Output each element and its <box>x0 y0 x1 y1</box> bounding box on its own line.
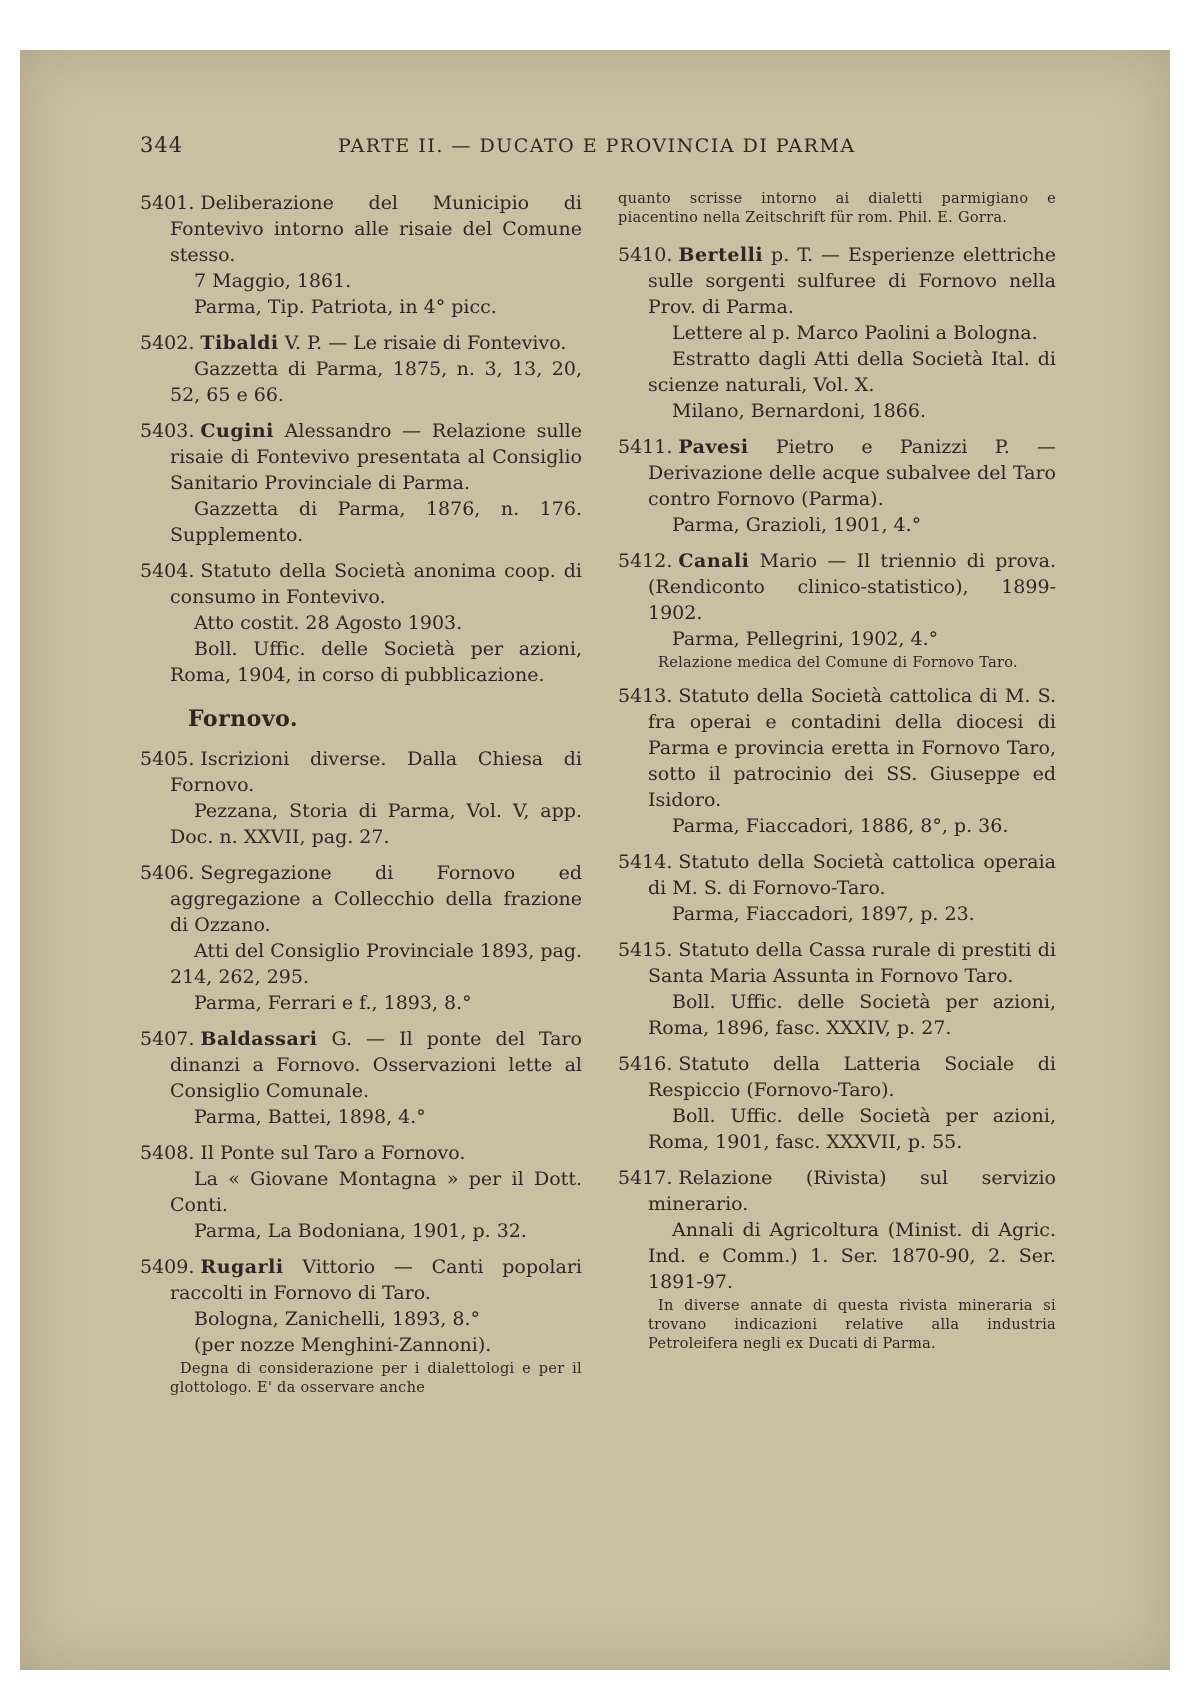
entry-details <box>618 512 1056 538</box>
entry-detail-line: Parma, Pellegrini, 1902, 4.° <box>672 628 939 650</box>
entry-title: p. T. — Esperienze elettriche sulle sorgenti sulfuree di Fornovo nella Prov. di Parma. <box>648 244 1056 318</box>
bibliography-entry <box>140 558 582 688</box>
entry-detail-line: Gazzetta di Parma, 1875, n. 3, 13, 20, 52, 65 e 66. <box>170 358 582 406</box>
entry-detail-line: Parma, Fiaccadori, 1897, p. 23. <box>672 903 975 925</box>
entry-detail-line: Atto costit. 28 Agosto 1903. <box>194 612 463 634</box>
entry-details <box>618 1217 1056 1295</box>
entry-heading <box>618 683 1056 813</box>
entry-note: Relazione medica del Comune di Fornovo Taro. <box>658 655 1018 671</box>
entry-number: 5411. <box>618 436 673 458</box>
running-title: PARTE II. — DUCATO E PROVINCIA DI PARMA <box>338 135 856 157</box>
entry-details <box>140 356 582 408</box>
entry-title: Mario — Il triennio di prova. (Rendiconto clinico-statistico), 1899-1902. <box>648 550 1056 624</box>
running-head <box>140 133 900 163</box>
page-number: 344 <box>140 133 184 157</box>
entry-number: 5409. <box>140 1256 195 1278</box>
left-entries-top <box>140 190 582 688</box>
entry-title: Alessandro — Relazione sulle risaie di Fontevivo presentata al Consiglio Sanitario Provinciale di Parma. <box>170 420 582 494</box>
entry-number: 5406. <box>140 862 195 884</box>
entry-detail-line: Parma, Tip. Patriota, in 4° picc. <box>194 296 497 318</box>
bibliography-entry <box>140 190 582 320</box>
entry-detail-line: Milano, Bernardoni, 1866. <box>672 400 927 422</box>
entry-detail-line: Boll. Uffic. delle Società per azioni, Roma, 1896, fasc. XXXIV, p. 27. <box>648 991 1056 1039</box>
entry-number: 5404. <box>140 560 195 582</box>
entry-details <box>618 989 1056 1041</box>
right-column <box>618 190 1056 1364</box>
entry-number: 5414. <box>618 851 673 873</box>
entry-note: Degna di considerazione per i dialettologi e per il glottologo. E' da osservare anche <box>170 1361 582 1396</box>
bibliography-entry <box>140 418 582 548</box>
entry-note: In diverse annate di questa rivista mineraria si trovano indicazioni relative alla industria Petroleifera negli ex Ducati di Parma. <box>648 1298 1056 1352</box>
entry-details <box>618 1103 1056 1155</box>
entry-details <box>618 901 1056 927</box>
entry-number: 5408. <box>140 1142 195 1164</box>
entry-detail-line: Parma, La Bodoniana, 1901, p. 32. <box>194 1220 527 1242</box>
bibliography-entry <box>140 1254 582 1398</box>
entry-author: Cugini <box>200 420 274 442</box>
entry-heading <box>140 190 582 268</box>
entry-details <box>140 938 582 1016</box>
entry-details <box>140 496 582 548</box>
left-entries-bottom <box>140 746 582 1398</box>
entry-number: 5405. <box>140 748 195 770</box>
entry-details <box>140 798 582 850</box>
entry-title: Statuto della Cassa rurale di prestiti di Santa Maria Assunta in Fornovo Taro. <box>648 939 1056 987</box>
entry-title: Il Ponte sul Taro a Fornovo. <box>200 1142 466 1164</box>
entry-title: V. P. — Le risaie di Fontevivo. <box>284 332 567 354</box>
entry-number: 5403. <box>140 420 195 442</box>
bibliography-entry <box>618 937 1056 1041</box>
entry-title: Statuto della Latteria Sociale di Respiccio (Fornovo-Taro). <box>648 1053 1056 1101</box>
bibliography-entry <box>140 860 582 1016</box>
entry-detail-line: Parma, Fiaccadori, 1886, 8°, p. 36. <box>672 815 1009 837</box>
entry-details <box>618 320 1056 424</box>
entry-heading <box>618 1165 1056 1217</box>
bibliography-entry <box>618 683 1056 839</box>
entry-detail-line: 7 Maggio, 1861. <box>194 270 352 292</box>
entry-detail-line: Pezzana, Storia di Parma, Vol. V, app. Doc. n. XXVII, pag. 27. <box>170 800 582 848</box>
entry-author: Bertelli <box>678 244 764 266</box>
entry-details <box>140 1306 582 1358</box>
entry-author: Baldassari <box>200 1028 318 1050</box>
entry-details <box>618 626 1056 652</box>
section-heading: Fornovo. <box>188 706 299 732</box>
continuation-note: quanto scrisse intorno ai dialetti parmigiano e piacentino nella Zeitschrift für rom. Phil. E. Gorra. <box>618 191 1056 226</box>
entry-heading <box>140 746 582 798</box>
bibliography-entry <box>140 330 582 408</box>
entry-heading <box>618 434 1056 512</box>
entry-title: G. — Il ponte del Taro dinanzi a Fornovo. Osservazioni lette al Consiglio Comunale. <box>170 1028 582 1102</box>
bibliography-entry <box>140 1026 582 1130</box>
entry-heading <box>618 849 1056 901</box>
left-column <box>140 190 582 1408</box>
entry-detail-line: Bologna, Zanichelli, 1893, 8.° <box>194 1308 481 1330</box>
entry-details <box>618 813 1056 839</box>
bibliography-entry <box>618 1165 1056 1354</box>
entry-heading <box>140 1026 582 1104</box>
entry-number: 5402. <box>140 332 195 354</box>
entry-title: Statuto della Società cattolica operaia di M. S. di Fornovo-Taro. <box>648 851 1056 899</box>
entry-number: 5413. <box>618 685 673 707</box>
entry-author: Tibaldi <box>200 332 279 354</box>
entry-heading <box>140 330 582 356</box>
entry-heading <box>140 558 582 610</box>
entry-author: Canali <box>678 550 750 572</box>
entry-detail-line: Boll. Uffic. delle Società per azioni, Roma, 1904, in corso di pubblicazione. <box>170 638 582 686</box>
entry-heading <box>618 1051 1056 1103</box>
entry-detail-line: Parma, Grazioli, 1901, 4.° <box>672 514 922 536</box>
entry-detail-line: Atti del Consiglio Provinciale 1893, pag. 214, 262, 295. <box>170 940 583 988</box>
entry-title: Vittorio — Canti popolari raccolti in Fornovo di Taro. <box>170 1256 582 1304</box>
bibliography-entry <box>140 746 582 850</box>
bibliography-entry <box>618 849 1056 927</box>
entry-details <box>140 610 582 688</box>
entry-detail-line: Boll. Uffic. delle Società per azioni, Roma, 1901, fasc. XXXVII, p. 55. <box>648 1105 1056 1153</box>
bibliography-entry <box>618 434 1056 538</box>
entry-number: 5417. <box>618 1167 673 1189</box>
entry-author: Pavesi <box>678 436 749 458</box>
bibliography-entry <box>618 242 1056 424</box>
entry-detail-line: Lettere al p. Marco Paolini a Bologna. <box>672 322 1038 344</box>
entry-title: Statuto della Società cattolica di M. S. fra operai e contadini della diocesi di Parma e provincia eretta in Fornovo Taro, sotto il patrocinio dei SS. Giuseppe ed Isidoro. <box>648 685 1056 811</box>
entry-number: 5415. <box>618 939 673 961</box>
entry-heading <box>140 860 582 938</box>
right-entries <box>618 242 1056 1354</box>
entry-detail-line: La « Giovane Montagna » per il Dott. Conti. <box>170 1168 582 1216</box>
entry-title: Deliberazione del Municipio di Fontevivo intorno alle risaie del Comune stesso. <box>170 192 582 266</box>
entry-detail-line: Gazzetta di Parma, 1876, n. 176. Supplemento. <box>170 498 582 546</box>
entry-title: Pietro e Panizzi P. — Derivazione delle acque subalvee del Taro contro Fornovo (Parma). <box>648 436 1056 510</box>
bibliography-entry <box>618 1051 1056 1155</box>
entry-detail-line: Estratto dagli Atti della Società Ital. di scienze naturali, Vol. X. <box>648 348 1056 396</box>
entry-heading <box>140 1140 582 1166</box>
entry-number: 5412. <box>618 550 673 572</box>
entry-number: 5401. <box>140 192 195 214</box>
entry-title: Iscrizioni diverse. Dalla Chiesa di Fornovo. <box>170 748 582 796</box>
entry-detail-line: Annali di Agricoltura (Minist. di Agric. Ind. e Comm.) 1. Ser. 1870-90, 2. Ser. 1891-97. <box>648 1219 1056 1293</box>
entry-author: Rugarli <box>200 1256 284 1278</box>
entry-title: Relazione (Rivista) sul servizio minerario. <box>648 1167 1056 1215</box>
bibliography-entry <box>618 548 1056 673</box>
entry-number: 5410. <box>618 244 673 266</box>
entry-number: 5407. <box>140 1028 195 1050</box>
entry-title: Segregazione di Fornovo ed aggregazione a Collecchio della frazione di Ozzano. <box>170 862 582 936</box>
entry-heading <box>618 937 1056 989</box>
entry-detail-line: (per nozze Menghini-Zannoni). <box>194 1334 492 1356</box>
entry-heading <box>618 548 1056 626</box>
entry-details <box>140 1104 582 1130</box>
bibliography-entry <box>140 1140 582 1244</box>
entry-detail-line: Parma, Battei, 1898, 4.° <box>194 1106 426 1128</box>
entry-heading <box>140 418 582 496</box>
entry-title: Statuto della Società anonima coop. di consumo in Fontevivo. <box>170 560 582 608</box>
entry-number: 5416. <box>618 1053 673 1075</box>
entry-details <box>140 268 582 320</box>
entry-heading <box>618 242 1056 320</box>
entry-heading <box>140 1254 582 1306</box>
entry-detail-line: Parma, Ferrari e f., 1893, 8.° <box>194 992 472 1014</box>
entry-details <box>140 1166 582 1244</box>
